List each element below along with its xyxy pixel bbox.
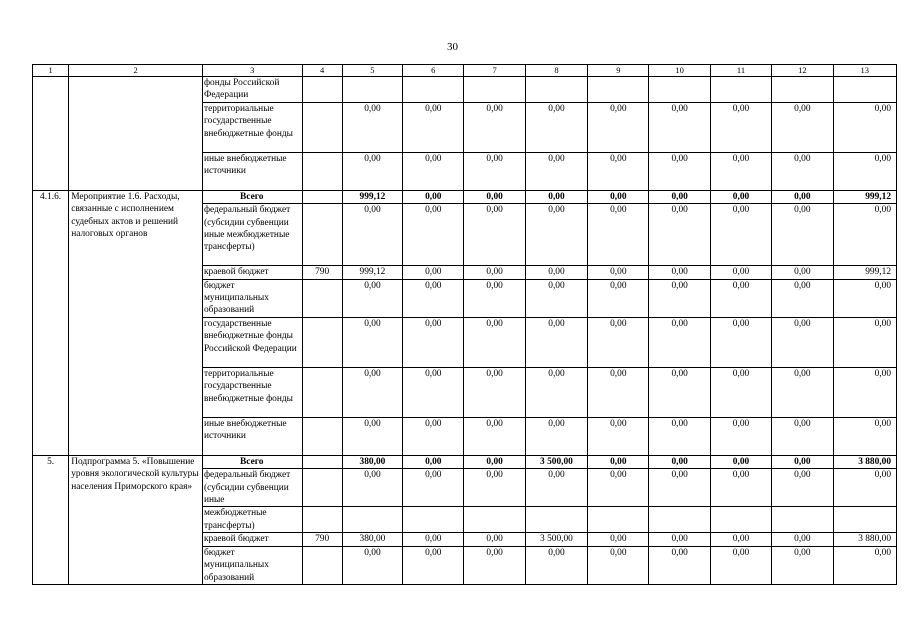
value-cell: 0,00 [649,455,710,468]
value-cell: 0,00 [649,204,710,266]
value-cell [772,507,833,533]
continued-title-cell [69,77,203,191]
section-title: Мероприятие 1.6. Расходы, связанные с исполнением судебных актов и решений налоговых органов [69,190,203,455]
value-cell: 0,00 [588,533,649,546]
value-cell: 0,00 [342,367,402,417]
value-cell: 380,00 [342,455,402,468]
funding-source: межбюджетные трансферты) [202,507,302,533]
value-cell: 3 500,00 [525,455,587,468]
value-cell [464,507,525,533]
row-total-label: Всего [202,455,302,468]
value-cell: 0,00 [342,317,402,367]
value-cell: 0,00 [710,546,771,584]
value-cell: 0,00 [833,279,896,317]
value-cell: 0,00 [342,279,402,317]
value-cell: 0,00 [588,469,649,507]
value-cell: 0,00 [588,546,649,584]
value-cell: 0,00 [649,417,710,455]
funding-source: федеральный бюджет (субсидии субвенции иные [202,469,302,507]
value-cell: 0,00 [403,367,464,417]
value-cell: 0,00 [342,152,402,190]
value-cell: 0,00 [342,546,402,584]
budget-code [302,507,342,533]
value-cell: 999,12 [342,190,402,203]
budget-code [302,455,342,468]
value-cell: 0,00 [588,152,649,190]
budget-table [32,64,897,585]
value-cell: 0,00 [464,455,525,468]
value-cell [525,77,587,103]
value-cell: 0,00 [710,102,771,152]
value-cell: 0,00 [403,417,464,455]
value-cell: 0,00 [403,279,464,317]
value-cell: 0,00 [342,204,402,266]
value-cell: 0,00 [525,190,587,203]
value-cell: 3 880,00 [833,455,896,468]
value-cell: 380,00 [342,533,402,546]
value-cell: 0,00 [833,102,896,152]
value-cell: 0,00 [710,417,771,455]
value-cell: 0,00 [464,102,525,152]
budget-code [302,102,342,152]
column-number-12: 12 [772,65,833,77]
value-cell: 0,00 [772,190,833,203]
value-cell: 0,00 [464,152,525,190]
funding-source: иные внебюджетные источники [202,417,302,455]
table-row [33,190,897,203]
budget-code [302,279,342,317]
value-cell: 0,00 [464,190,525,203]
value-cell: 0,00 [403,266,464,279]
value-cell: 0,00 [772,367,833,417]
value-cell: 0,00 [772,279,833,317]
value-cell: 0,00 [464,204,525,266]
value-cell: 0,00 [833,152,896,190]
column-number-4: 4 [302,65,342,77]
section-title: Подпрограмма 5. «Повышение уровня экологической культуры населения Приморского края» [69,455,203,584]
value-cell: 0,00 [833,204,896,266]
value-cell: 0,00 [588,266,649,279]
column-number-9: 9 [588,65,649,77]
column-number-10: 10 [649,65,710,77]
value-cell [833,77,896,103]
budget-code [302,469,342,507]
funding-source: территориальные государственные внебюджетные фонды [202,367,302,417]
value-cell [649,77,710,103]
funding-source: бюджет муниципальных образований [202,546,302,584]
value-cell: 0,00 [464,266,525,279]
budget-code [302,152,342,190]
value-cell: 3 500,00 [525,533,587,546]
budget-code [302,546,342,584]
column-number-11: 11 [710,65,771,77]
column-number-7: 7 [464,65,525,77]
value-cell: 0,00 [588,317,649,367]
budget-code [302,77,342,103]
value-cell: 0,00 [772,152,833,190]
value-cell: 0,00 [772,102,833,152]
value-cell: 0,00 [403,455,464,468]
value-cell: 0,00 [464,317,525,367]
value-cell: 0,00 [588,367,649,417]
value-cell: 0,00 [833,546,896,584]
value-cell: 0,00 [710,190,771,203]
value-cell [525,507,587,533]
value-cell: 0,00 [772,546,833,584]
column-number-5: 5 [342,65,402,77]
value-cell: 0,00 [710,533,771,546]
budget-code [302,317,342,367]
value-cell: 0,00 [588,190,649,203]
value-cell: 0,00 [772,417,833,455]
column-number-3: 3 [202,65,302,77]
column-number-2: 2 [69,65,203,77]
value-cell: 0,00 [464,279,525,317]
header-row [33,65,897,77]
value-cell [710,77,771,103]
value-cell [342,77,402,103]
value-cell: 0,00 [833,317,896,367]
budget-code [302,417,342,455]
value-cell [710,507,771,533]
value-cell: 0,00 [710,469,771,507]
value-cell: 0,00 [710,266,771,279]
value-cell: 0,00 [403,102,464,152]
value-cell: 0,00 [525,317,587,367]
funding-source: территориальные государственные внебюджетные фонды [202,102,302,152]
value-cell [772,77,833,103]
value-cell: 3 880,00 [833,533,896,546]
value-cell [464,77,525,103]
value-cell [588,507,649,533]
value-cell: 0,00 [525,367,587,417]
value-cell: 0,00 [464,417,525,455]
value-cell: 0,00 [710,367,771,417]
column-number-8: 8 [525,65,587,77]
value-cell: 999,12 [833,190,896,203]
value-cell: 999,12 [342,266,402,279]
value-cell: 0,00 [403,152,464,190]
value-cell: 0,00 [710,455,771,468]
budget-code [302,204,342,266]
value-cell: 0,00 [403,204,464,266]
value-cell: 0,00 [772,469,833,507]
value-cell [403,77,464,103]
table-row [33,77,897,103]
value-cell: 0,00 [525,152,587,190]
value-cell: 0,00 [772,455,833,468]
value-cell [588,77,649,103]
value-cell: 0,00 [525,546,587,584]
value-cell: 0,00 [403,546,464,584]
value-cell: 0,00 [649,317,710,367]
value-cell: 0,00 [403,533,464,546]
page-number: 30 [447,41,458,53]
value-cell [403,507,464,533]
value-cell: 0,00 [464,469,525,507]
budget-code: 790 [302,533,342,546]
value-cell: 0,00 [588,204,649,266]
value-cell: 0,00 [649,266,710,279]
value-cell: 0,00 [525,102,587,152]
value-cell: 0,00 [649,367,710,417]
value-cell: 0,00 [464,533,525,546]
value-cell: 0,00 [464,546,525,584]
value-cell: 0,00 [403,190,464,203]
continued-index-cell [33,77,69,191]
value-cell: 0,00 [525,204,587,266]
value-cell: 0,00 [710,317,771,367]
value-cell: 0,00 [403,317,464,367]
section-index: 4.1.6. [33,190,69,455]
budget-code [302,367,342,417]
value-cell: 0,00 [772,204,833,266]
value-cell: 0,00 [649,533,710,546]
value-cell: 0,00 [649,469,710,507]
funding-source: краевой бюджет [202,533,302,546]
value-cell: 0,00 [525,266,587,279]
value-cell [649,507,710,533]
value-cell: 0,00 [772,533,833,546]
value-cell: 0,00 [772,317,833,367]
value-cell: 0,00 [649,546,710,584]
value-cell: 0,00 [588,455,649,468]
funding-source: государственные внебюджетные фонды Российской Федерации [202,317,302,367]
funding-source: краевой бюджет [202,266,302,279]
value-cell: 0,00 [833,417,896,455]
value-cell: 0,00 [649,190,710,203]
value-cell: 0,00 [342,417,402,455]
value-cell: 0,00 [588,279,649,317]
value-cell: 0,00 [525,279,587,317]
budget-code [302,190,342,203]
value-cell: 0,00 [649,152,710,190]
value-cell: 0,00 [588,102,649,152]
funding-source: фонды Российской Федерации [202,77,302,103]
value-cell: 0,00 [525,469,587,507]
section-index: 5. [33,455,69,584]
value-cell [833,507,896,533]
column-number-6: 6 [403,65,464,77]
value-cell: 0,00 [833,367,896,417]
funding-source: иные внебюджетные источники [202,152,302,190]
column-number-13: 13 [833,65,896,77]
value-cell: 0,00 [649,279,710,317]
value-cell: 0,00 [833,469,896,507]
value-cell: 0,00 [710,152,771,190]
column-number-1: 1 [33,65,69,77]
funding-source: бюджет муниципальных образований [202,279,302,317]
value-cell: 0,00 [649,102,710,152]
budget-code: 790 [302,266,342,279]
value-cell: 0,00 [464,367,525,417]
value-cell: 0,00 [342,469,402,507]
value-cell: 0,00 [588,417,649,455]
funding-source: федеральный бюджет (субсидии субвенции иные межбюджетные трансферты) [202,204,302,266]
value-cell: 999,12 [833,266,896,279]
value-cell: 0,00 [403,469,464,507]
value-cell: 0,00 [342,102,402,152]
table-row [33,455,897,468]
value-cell: 0,00 [772,266,833,279]
value-cell: 0,00 [525,417,587,455]
value-cell: 0,00 [710,279,771,317]
value-cell: 0,00 [710,204,771,266]
value-cell [342,507,402,533]
row-total-label: Всего [202,190,302,203]
